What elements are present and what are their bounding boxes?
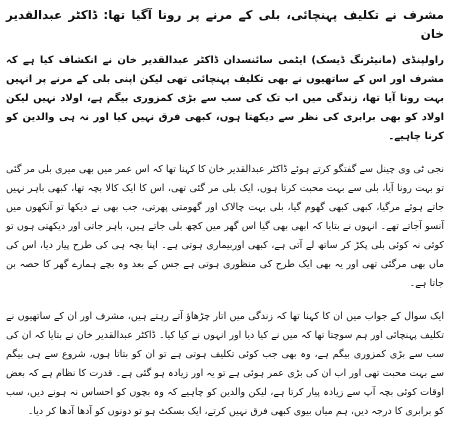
news-article	[6, 6, 444, 435]
article-paragraph-2: نجی ٹی وی چینل سے گفتگو کرتے ہوئے ڈاکٹر عبدالقدیر خان کا کہنا تھا کہ اس عمر میں بھی میری بلی مر گئی تو بہت رونا آیا، بلی سے بہت محبت کرتا ہوں، ایک بلی مر گئی تھی، اس کا ایک کالا بچہ تھا، کبھی باہر نہیں جاتے ہوئے مرگیا، کبھی کبھی گھوم گیا، بلی بہت چالاک اور گھومتی پھرتی، جب بھی نے دیکھا تو آنکھوں میں آنسو آجاتے تھے۔ انہوں نے بتایا کہ ابھی بھی گیا اس گھر میں کچھ بلی جاتے ہیں، باہر جاتی اور دیکھتی ہوں تو کوئی نہ کوئی بلی پکڑ کر ساتھ لے آتی ہے، کبھی اوربیماری ہوتی ہے۔ اپنا بچہ ہی کی طرح پیار دیا، اس کی ماں بھی مرگئی تھی اور یہ بھی ایک طرح کی منظوری ہوتی ہے جس کے بعد وہ بچے ہمارے گھر کا حصہ بن جاتا ہے۔	[6, 164, 444, 289]
article-paragraph-lead: راولپنڈی (مانیٹرنگ ڈیسک) ایٹمی سائنسدان ڈاکٹر عبدالقدیر خان نے انکشاف کیا ہے کہ مشرف اور اس کے ساتھیوں نے بھی تکلیف پہنچائی تھی لیکن اپنی بلی کے مرنے پر انہیں بہت رونا آیا تھا، زندگی میں اب تک کی سب سے بڑی کمزوری بیگم ہے، اولاد نہیں لیکن اولاد کو بھی برابری کی نظر سے دیکھتا ہوں، کبھی فرق نہیں کیا اور نہ ہی والدین کو کرنا چاہیے۔	[6, 55, 444, 142]
article-headline: مشرف نے تکلیف پہنچائی، بلی کے مرنے پر رونا آگیا تھا: ڈاکٹر عبدالقدیر خان	[6, 8, 444, 41]
article-paragraph-3: ایک سوال کے جواب میں ان کا کہنا تھا کہ زندگی میں اتار چڑھاؤ آتے رہتے ہیں، مشرف اور ان کے ساتھیوں نے تکلیف پہنچائی اور ہم سوچتا تھا کہ میں نے کیا دیا اور انہوں نے کیا کیا۔ ڈاکٹر عبدالقدیر خان نے بتایا کہ ان کی سب سے بڑی کمزوری بیگم ہے، وہ بھی جب کوئی تکلیف ہوتی ہے تو ان کو بتاتا ہوں، شروع سے ہی بیگم سے بہت محبت تھی اور اب ان کی بڑی عمر ہوئی ہے تو یہ اور زیادہ ہو گئی ہے۔ قدرت کا نظام ہے کہ بعض اوقات کوئی بچہ آپ سے زیادہ پیار کرتا ہے، لیکن والدین کو چاہیے کہ وہ بچوں کو احساس نہ ہونے دیں، سب کو برابری کا درجہ دیں، ہم میاں بیوی کبھی فرق نہیں کرتے، ایک بسکٹ ہو تو دونوں کو آدھا آدھا کر دیا۔	[6, 311, 444, 417]
